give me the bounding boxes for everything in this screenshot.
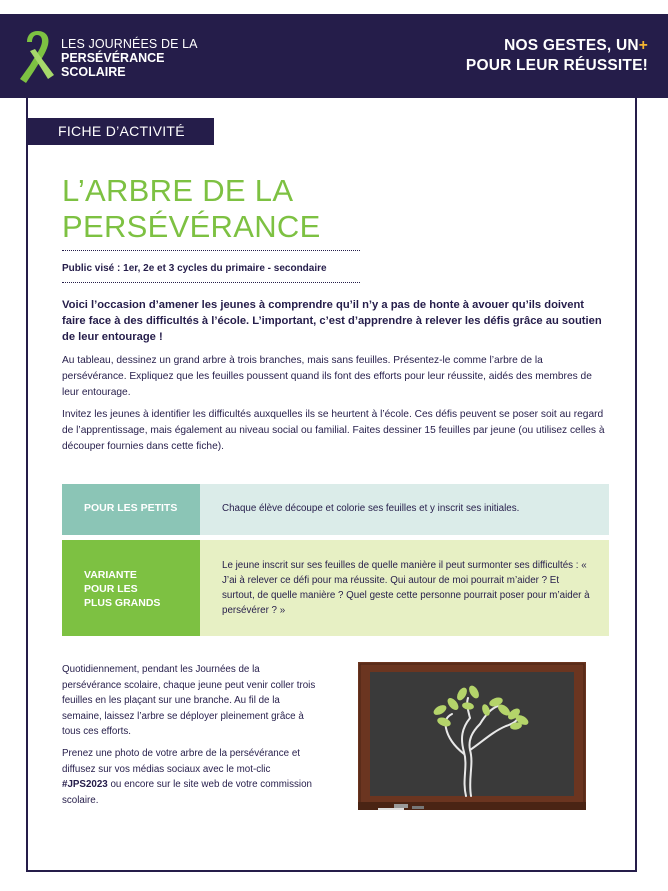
logo-line-2: PERSÉVÉRANCE xyxy=(61,51,165,65)
logo-line-3: SCOLAIRE xyxy=(61,65,126,79)
header-banner xyxy=(0,14,668,98)
band-small-kids xyxy=(62,484,609,535)
bottom-paragraph-2-end: ou encore sur le site web de votre commission scolaire. xyxy=(62,779,312,806)
intro-paragraph: Voici l’occasion d’amener les jeunes à comprendre qu’il n’y a pas de honte à avouer qu’ils doivent faire face à des difficultés à l’école. L’important, c’est d’apprendre à relever les défis grâce au soutien de leur entourage ! xyxy=(62,299,602,343)
band-older-kids-label-2: POUR LES xyxy=(84,583,138,595)
bottom-paragraph-2 xyxy=(62,746,316,808)
chalkboard-tree-illustration xyxy=(358,662,586,810)
bottom-paragraph-1: Quotidiennement, pendant les Journées de la persévérance scolaire, chaque jeune peut venir coller trois feuilles en les plaçant sur une branche. Au fil de la semaine, laissez l’arbre se déployer pleinement grâce à tous ces efforts. xyxy=(62,664,316,737)
page-title xyxy=(62,173,321,245)
ribbon-icon xyxy=(16,29,56,85)
logo-line-1: LES JOURNÉES DE LA xyxy=(61,37,198,51)
title-line-2: PERSÉVÉRANCE xyxy=(62,209,321,244)
band-older-kids-label xyxy=(62,540,200,636)
band-older-kids-label-3: PLUS GRANDS xyxy=(84,597,161,609)
band-small-kids-text: Chaque élève découpe et colorie ses feuilles et y inscrit ses initiales. xyxy=(222,503,520,514)
target-audience: Public visé : 1er, 2e et 3 cycles du primaire - secondaire xyxy=(62,263,327,274)
slogan xyxy=(466,36,648,76)
bottom-paragraph-2-start: Prenez une photo de votre arbre de la persévérance et diffusez sur vos médias sociaux avec le mot-clic xyxy=(62,748,301,775)
divider-bottom xyxy=(62,282,360,283)
band-older-kids-text: Le jeune inscrit sur ses feuilles de quelle manière il peut surmonter ses difficultés : « J’ai à relever ce défi pour ma réussite. Qui autour de moi pourrait m’aider ? Et surtout, de quelle manière ? Quel geste cette personne pourrait poser pour m’aider à persévérer ? » xyxy=(222,560,590,616)
title-line-1: L’ARBRE DE LA xyxy=(62,173,294,208)
slogan-plus: + xyxy=(638,37,648,54)
band-small-kids-label: POUR LES PETITS xyxy=(62,484,200,535)
paragraph-2: Invitez les jeunes à identifier les difficultés auxquelles ils se heurtent à l’école. Ces défis peuvent se poser soit au regard de l’apprentissage, mais également au niveau social ou familial. Faites dessiner 15 feuilles par jeune (ou utilisez celles à découper fournies dans cette fiche). xyxy=(62,409,605,452)
slogan-line-2: POUR LEUR RÉUSSITE! xyxy=(465,57,648,74)
divider-top xyxy=(62,250,360,251)
paragraph-1: Au tableau, dessinez un grand arbre à trois branches, mais sans feuilles. Présentez-le comme l’arbre de la persévérance. Expliquez que les feuilles poussent quand ils font des efforts pour leur réussite, aidés des membres de leur entourage. xyxy=(62,355,592,398)
band-older-kids xyxy=(62,540,609,636)
fiche-tag: FICHE D’ACTIVITÉ xyxy=(26,118,214,145)
hashtag: #JPS2023 xyxy=(62,779,108,790)
logo-text xyxy=(61,37,198,79)
band-older-kids-label-1: VARIANTE xyxy=(84,569,137,581)
slogan-line-1: NOS GESTES, UN xyxy=(504,37,639,54)
